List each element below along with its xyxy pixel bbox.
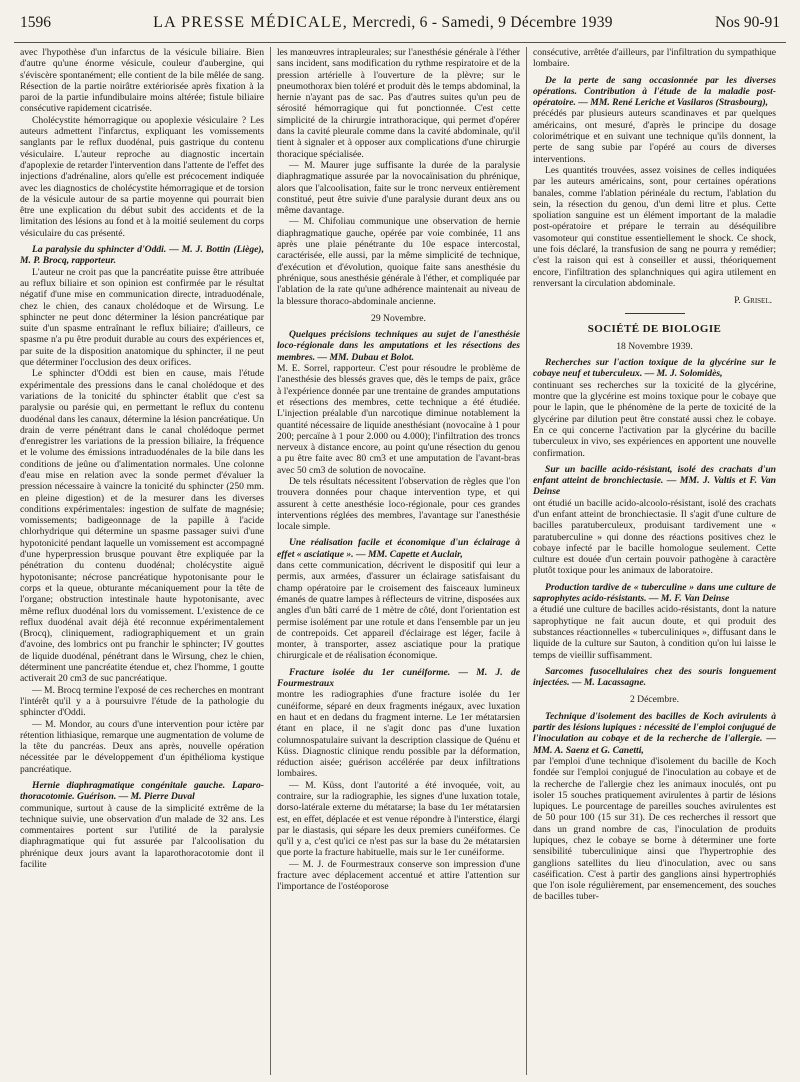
column-left [14,47,270,1075]
paragraph: — M. Küss, dont l'autorité a été invoquée, voit, au contraire, sur la radiographie, les signes d'une luxation totale, dorso-latérale externe du métatarse; la base du 1er métatarsien est, en effet, déplacée et est venue répondre à l'interstice, élargi par le diastasis, qui sépare les deux premiers cunéiformes. Ce qu'il y a, c'est qu'ici ce n'est pas sur la base du 2e métatarsien que porte la fracture habituelle, mais sur le 1er cunéiforme. [277,779,520,859]
paragraph: Le sphincter d'Oddi est bien en cause, mais l'étude expérimentale des pressions dans le canal cholédoque et des variations de la tonicité du sphincter établit que c'est sa paralysie ou parésie qui, en permettant le reflux du contenu duodénal dans les canaux, détermine la lésion pancréatique. Un drain de verre pénétrant dans le canal cholédoque permet d'enregistrer les variations de la pression biliaire, la fréquence et le volume des émissions intraduodénales de la bile dans les conditions de jeûne ou d'alimentation normales. Une colonne d'eau mise en relation avec la sonde permet d'évaluer la pression nécessaire à vaincre la tonicité du sphincter (250 mm. en pleine digestion) et de la mesurer dans les diverses conditions expérimentales: ingestion de sulfate de magnésie; vomissements; badigeonnage de la papille à l'acide chlorhydrique qui détermine un spasme passager suivi d'une hypotonicité pendant laquelle un vomissement est accompagné d'une hyperpression brusque pouvant être expliquée par la pénétration du contenu duodénal; cholécystite aiguë hypotonisante; nécrose pancréatique hypotonisante pour le corps et la queue, obturante mécaniquement pour la tête de l'organe; obstruction intestinale haute hypotonisante, avec même reflux duodénal lors du vomissement. L'existence de ce reflux duodénal avait déjà été reconnue expérimentalement (Brocq), cliniquement, radiographiquement et un grain d'avoine, des lombrics ont pu franchir le sphincter; IV gouttes de liquide duodénal, pénétrant dans le Wirsung, chez le chien, déterminent une pancréatite étendue et, chez l'homme, 1 goutte activerait 20 cm3 de suc pancréatique. [20,368,264,685]
column-middle [270,47,526,1075]
issue-date: Mercredi, 6 - Samedi, 9 Décembre 1939 [352,14,613,31]
paragraph: Les quantités trouvées, assez voisines de celles indiquées par les auteurs américains, sont, pour certaines opérations banales, comme l'ablation périnéale du rectum, l'ablation du sein, la résection du genou, d'un demi litre et plus. Cette spoliation sanguine est un élément important de la maladie post-opératoire et prépare le terrain au déséquilibre vasomoteur qui constitue essentiellement le shock. Ce shock, une fois déclaré, la transfusion de sang ne pourra y remédier; c'est la raison qui est à conseiller et aussi, théoriquement encore, l'infiltration des splanchniques qui agira utilement en renversant la circulation abdominale. [533,164,776,289]
session-date: 18 Novembre 1939. [616,340,693,352]
section-heading: Sarcomes fusocellulaires chez des souris longuement injectées. — M. Lacassagne. [533,665,776,689]
paragraph: montre les radiographies d'une fracture isolée du 1er cunéiforme, séparé en deux fragments inégaux, avec luxation en haut et en dedans du fragment interne. Le 1er métatarsien étant en place, il ne s'agit donc pas d'une luxation columnospatulaire suivant la description classique de Quénu et Küss. Diagnostic clinique rendu possible par la déformation, réduction aisée; guérison accélérée par deux infiltrations lombaires. [277,689,520,780]
article-columns [14,47,786,1075]
section-heading: Technique d'isolement des bacilles de Koch avirulents à partir des lésions lupiques : nécessité de l'emploi conjugué de l'inoculation au cobaye et de la recherche de l'allergie. — MM. A. Saenz et G. Canetti, [533,710,776,756]
paragraph: consécutive, arrêtée d'ailleurs, par l'infiltration du sympathique lombaire. [533,47,776,70]
section-heading: Sur un bacille acido-résistant, isolé des crachats d'un enfant atteint de bronchiectasie. — MM. J. Valtis et F. Van Deinse [533,463,776,498]
section-heading: La paralysie du sphincter d'Oddi. — M. J. Bottin (Liège), M. P. Brocq, rapporteur. [20,244,264,267]
paragraph: — M. Brocq termine l'exposé de ces recherches en montrant l'intérêt qu'il y a à poursuivre l'étude de la pathologie du sphincter d'Oddi. [20,684,264,719]
paragraph: De tels résultats nécessitent l'observation de règles que l'on trouvera données pour chaque intervention type, et qui assurent à cette anesthésie loco-régionale, pour ces grandes interventions réglées des membres, l'avantage sur l'anesthésie locale simple. [277,475,520,533]
paragraph: ont étudié un bacille acido-alcoolo-résistant, isolé des crachats d'un enfant atteint de bronchiectasie. Il s'agit d'une culture de bacilles paratuberculeux, produisant tardivement une « paratuberculine » qui donne des réactions positives chez le cobaye infecté par le bacille homologue seulement. Cette culture est douée d'un certain pouvoir pathogène à caractère plutôt toxique pour les animaux de laboratoire. [533,497,776,577]
section-heading: Fracture isolée du 1er cunéiforme. — M. J. de Fourmestraux [277,666,520,690]
paragraph: a étudié une culture de bacilles acido-résistants, dont la nature saprophytique ne fait aucun doute, et qui produit des substances réactionnelles « tuberculiniques », diffusant dans le liquide de la culture sur Sauton, à condition qu'on lui laisse le temps de vieillir suffisamment. [533,604,776,661]
society-heading: SOCIÉTÉ DE BIOLOGIE [587,322,722,335]
paragraph: avec l'hypothèse d'un infarctus de la vésicule biliaire. Bien d'autre qu'une énorme vésicule, couleur d'aubergine, qui s'éviscère spontanément; elle contient de la bile mêlée de sang. Résection de la partie noirâtre extériorisée après fixation à la paroi de la partie infundibulaire moins altérée; fistule biliaire consécutive rapidement cicatrisée. [20,47,264,115]
paragraph: M. E. Sorrel, rapporteur. C'est pour résoudre le problème de l'anesthésie des blessés graves que, dès le temps de paix, grâce à l'expérience donnée par une trentaine de grandes amputations et résections des membres, cette technique a été étudiée. L'injection préalable d'un narcotique diminue notablement la quantité nécessaire de liquide anesthésiant (novocaïne à 1 pour 200; percaïne à 1 pour 2.000 ou 4.000); l'infiltration des troncs nerveux à distance encore, au point qu'une résection du genou a pu être faite avec 80 cm3 et une amputation de l'avant-bras avec 50 cm3 de solution de novocaïne. [277,363,520,476]
section-heading: Quelques précisions techniques au sujet de l'anesthésie loco-régionale dans les amputations et les résections des membres. — MM. Dubau et Bolot. [277,329,520,363]
paragraph: continuant ses recherches sur la toxicité de la glycérine, montre que la glycérine est moins toxique pour le cobaye que pour le lapin, que le phénomène de la perte de toxicité de la glycérine par dilution peut être constaté aussi chez le cobaye. En ce qui concerne l'activation par la glycérine du bacille tuberculeux in vivo, ses expériences en apportent une nouvelle confirmation. [533,379,776,459]
paragraph: — M. J. de Fourmestraux conserve son impression d'une fracture avec déplacement accentué et attire l'attention sur l'importance de l'ostéoporose [277,858,520,893]
paragraph: — M. Chifoliau communique une observation de hernie diaphragmatique gauche, opérée par voie combinée, 11 ans après une plaie pénétrante du 10e espace intercostal, caractérisée, elle aussi, par la même simplicité de technique, d'exécution et d'évolution, quoique faite sans anesthésie du phrénique, sous anesthésie générale à l'éther, et compliquée par l'ablation de la rate qu'une adhérence maintenait au niveau de la blessure thoraco-abdominale ancienne. [277,216,520,307]
paragraph: les manœuvres intrapleurales; sur l'anesthésie générale à l'éther sans incident, sans modification du rythme respiratoire et de la pression artérielle à l'ouverture de la plèvre; sur le pneumothorax bien toléré et produit dès le temps abdominal, la hernie n'ayant pas de sac. Pas d'autres suites qu'un peu de sérosité hémorragique qui fut ponctionnée. C'est cette simplicité de la chirurgie intrathoracique, qui permet d'opérer dans la cavité pleurale comme dans la cavité abdominale, qu'il tient à signaler et à opposer aux complications d'une chirurgie thoracique spécialisée. [277,47,520,160]
section-heading: De la perte de sang occasionnée par les diverses opérations. Contribution à l'étude de la maladie post-opératoire. — MM. René Leriche et Vasilaros (Strasbourg), [533,74,776,109]
author-signature: P. Grisel. [734,295,772,307]
paragraph: Cholécystite hémorragique ou apoplexie vésiculaire ? Les auteurs admettent l'infarctus, expliquant les vomissements sanglants par le reflux duodénal, puis gastrique du contenu vésiculaire. L'auteur reproche au diagnostic incertain d'apoplexie de retarder l'intervention dans l'attente de l'effet des injections d'adrénaline, alors qu'elle est précocement indiquée avec les diagnostics de cholécystite hémorragique et de torsion de la vésicule autour de sa partie moyenne qui pourrait bien être une explication du début subit des accidents et de la limitation des lésions au fond et à la moitié seulement du corps vésiculaire du cas présenté. [20,114,264,239]
journal-title: LA PRESSE MÉDICALE, [153,14,348,31]
session-date: 29 Novembre. [371,312,426,324]
page-header [14,14,786,43]
issue-number: Nos 90-91 [714,14,780,31]
page-number: 1596 [20,14,51,31]
section-heading: Hernie diaphragmatique congénitale gauche. Laparo-thoracotomie. Guérison. — M. Pierre Duval [20,780,264,803]
column-right [526,47,782,1075]
masthead [153,14,613,32]
paragraph: L'auteur ne croit pas que la pancréatite puisse être attribuée au reflux biliaire et son opinion est confirmée par le résultat négatif d'une mise en communication directe, intraduodénale, chez le chien, des canaux cholédoque et de Wirsung. Le sphincter ne peut donc déterminer la lésion pancréatique par suite d'un spasme entraînant le reflux biliaire; d'ailleurs, ce spasme n'a pu être produit durable au cours des expériences et, par suite de la disposition anatomique du sphincter, il ne peut que déterminer l'occlusion des deux orifices. [20,266,264,369]
paragraph: précédés par plusieurs auteurs scandinaves et par quelques américains, ont mesuré, d'après le principe du dosage colorimétrique et en suivant une technique qu'ils donnent, la perte de sang subie par l'opéré au cours de diverses interventions. [533,108,776,165]
paragraph: — M. Maurer juge suffisante la durée de la paralysie diaphragmatique assurée par la novocaïnisation du phrénique, alors que l'alcoolisation, faite sur le tronc nerveux entièrement constitué, peut être suivie d'une paralysie durant deux ans ou même davantage. [277,159,520,217]
section-heading: Une réalisation facile et économique d'un éclairage à effet « asciatique ». — MM. Capette et Auclair, [277,537,520,560]
section-heading: Recherches sur l'action toxique de la glycérine sur le cobaye neuf et tuberculeux. — M. J. Solomidès, [533,357,776,380]
session-date: 2 Décembre. [629,694,679,706]
section-heading: Production tardive de « tuberculine » dans une culture de saprophytes acido-résistants. — M. F. Van Deinse [533,581,776,605]
divider [625,313,685,314]
paragraph: par l'emploi d'une technique d'isolement du bacille de Koch fondée sur l'emploi conjugué de l'inoculation au cobaye et de la recherche de l'allergie chez les animaux inoculés, ont pu isoler 15 souches pratiquement avirulentes à partir de lésions lupiques. Le pourcentage de pareilles souches avirulentes est de 50 pour 100 (15 sur 31). De ces recherches il ressort que dans un grand nombre de cas, l'inoculation de produits lupiques, chez le cobaye se borne à déterminer une forte sensibilité tuberculinique ainsi que l'hypertrophie des ganglions satellites du lieu d'inoculation, avec ou sans caséification. C'est à partir des ganglions ainsi hypertrophiés que l'on isole régulièrement, par ensemencement, des souches de bacilles tuber- [533,755,776,903]
paragraph: — M. Mondor, au cours d'une intervention pour ictère par rétention lithiasique, remarque une augmentation de volume de la tête du pancréas. Deux ans après, nouvelle opération nécessitée par le développement d'un épithélioma kystique pancréatique. [20,718,264,775]
paragraph: dans cette communication, décrivent le dispositif qui leur a permis, aux armées, d'assurer un éclairage satisfaisant du champ opératoire par le croisement des faisceaux lumineux émanés de quatre lampes à réflecteurs de vitrine, disposées aux angles d'un bâti carré de 1 mètre de côté, dont l'orientation est permise isolément par une rotule et dans l'ensemble par un jeu de contrepoids. Cet appareil d'éclairage est léger, facile à monter, à transporter, assez asciatique pour la pratique chirurgicale et de réalisation économique. [277,560,520,662]
paragraph: communique, surtout à cause de la simplicité extrême de la technique suivie, une observation d'un malade de 32 ans. Les commentaires portent sur l'utilité de la paralysie diaphragmatique qui fut assurée par l'alcoolisation du phrénique deux jours avant la laparothoracotomie dont il facilite [20,802,264,871]
